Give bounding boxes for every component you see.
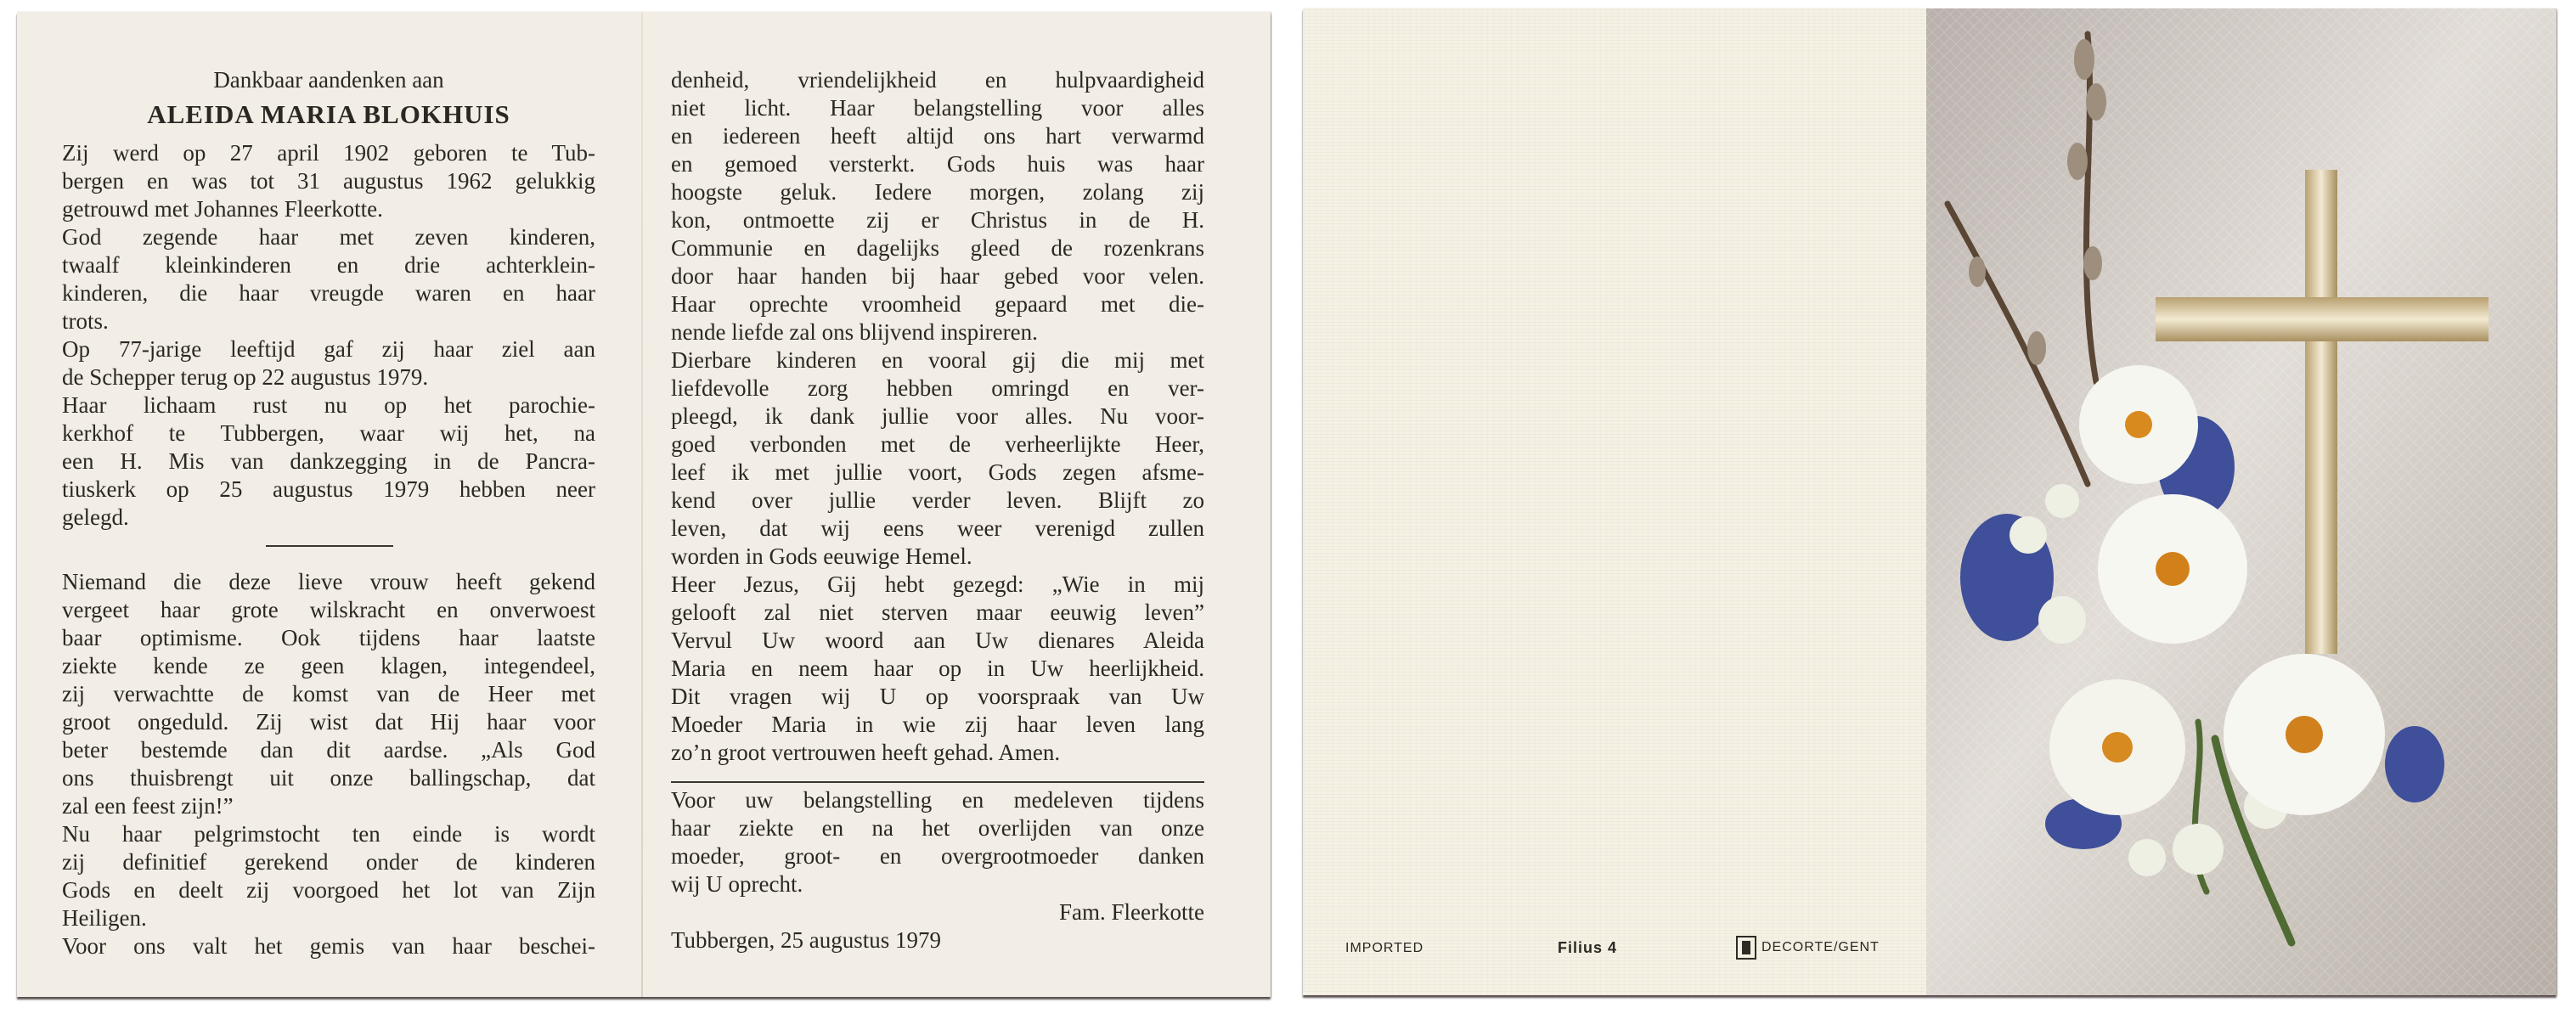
text-line: Zij werd op 27 april 1902 geboren te Tub- [62, 140, 595, 166]
text-line: ziekte kende ze geen klagen, integendeel, [62, 653, 595, 678]
thanks-paragraph [671, 786, 1204, 898]
text-line: pleegd, ik dank jullie voor alles. Nu voor- [671, 403, 1204, 429]
text-line: Maria en neem haar op in Uw heerlijkheid. [671, 656, 1204, 681]
card-fold [641, 12, 643, 997]
text-line: goed verbonden met de verheerlijkte Heer, [671, 431, 1204, 457]
text-line: Heer Jezus, Gij hebt gezegd: „Wie in mij [671, 571, 1204, 597]
text-line: groot ongeduld. Zij wist dat Hij haar voor [62, 709, 595, 735]
biography-text [62, 139, 595, 532]
text-line: en gemoed versterkt. Gods huis was haar [671, 151, 1204, 177]
paragraph [62, 568, 595, 820]
text-line: kon, ontmoette zij er Christus in de H. [671, 207, 1204, 233]
text-line: Haar lichaam rust nu op het parochie- [62, 392, 595, 418]
tribute-text [62, 568, 595, 960]
imported-label: IMPORTED [1345, 941, 1424, 955]
paragraph [671, 571, 1204, 767]
text-line: Niemand die deze lieve vrouw heeft gekend [62, 569, 595, 594]
text-line: bergen en was tot 31 augustus 1962 gelukkig [62, 168, 595, 194]
divider [266, 545, 393, 547]
paragraph [671, 66, 1204, 346]
text-line: de Schepper terug op 22 augustus 1979. [62, 364, 429, 390]
memorial-card-outside [1303, 8, 2556, 995]
text-line: gelegd. [62, 504, 129, 530]
text-line: tiuskerk op 25 augustus 1979 hebben neer [62, 476, 595, 502]
deceased-name: ALEIDA MARIA BLOKHUIS [147, 99, 510, 129]
text-line: zij verwachtte de komst van de Heer met [62, 681, 595, 707]
text-line: Op 77-jarige leeftijd gaf zij haar ziel aan [62, 336, 595, 362]
text-line: Dierbare kinderen en vooral gij die mij met [671, 347, 1204, 373]
text-line: gelooft zal niet sterven maar eeuwig leven” [671, 600, 1204, 625]
paragraph [62, 335, 595, 391]
place-date: Tubbergen, 25 augustus 1979 [671, 927, 942, 953]
text-line: vergeet haar grote wilskracht en onverwoest [62, 597, 595, 622]
text-line: Dit vragen wij U op voorspraak van Uw [671, 684, 1204, 709]
text-line: beter bestemde dan dit aardse. „Als God [62, 737, 595, 763]
text-line: worden in Gods eeuwige Hemel. [671, 543, 972, 569]
text-line: denheid, vriendelijkheid en hulpvaardigheid [671, 67, 1204, 93]
text-line: trots. [62, 308, 109, 334]
memorial-card-inside [17, 12, 1271, 997]
text-line: zij definitief gerekend onder de kinderen [62, 849, 595, 875]
text-line: Vervul Uw woord aan Uw dienares Aleida [671, 628, 1204, 653]
text-line: haar ziekte en na het overlijden van onze [671, 815, 1204, 841]
cross-horizontal-bar [2156, 297, 2489, 341]
signature: Fam. Fleerkotte [1059, 899, 1204, 925]
paragraph [62, 139, 595, 223]
text-line: Voor ons valt het gemis van haar beschei- [62, 933, 595, 959]
text-line: wij U oprecht. [671, 871, 803, 897]
intro-heading: Dankbaar aandenken aan [213, 67, 444, 93]
text-line: ons thuisbrengt uit onze ballingschap, dat [62, 765, 595, 791]
text-line: Haar oprechte vroomheid gepaard met die- [671, 291, 1204, 317]
publisher-name: DECORTE/GENT [1761, 940, 1880, 954]
text-line: twaalf kleinkinderen en drie achterklein- [62, 252, 595, 278]
continued-paragraph [62, 932, 595, 960]
prayer-text [671, 66, 1204, 767]
text-line: leven, dat wij eens weer verenigd zullen [671, 515, 1204, 541]
text-line: niet licht. Haar belangstelling voor alles [671, 95, 1204, 121]
text-line: nende liefde zal ons blijvend inspireren. [671, 319, 1038, 345]
text-line: en iedereen heeft altijd ons hart verwarmd [671, 123, 1204, 149]
model-label: Filius 4 [1558, 939, 1618, 956]
text-line: Nu haar pelgrimstocht ten einde is wordt [62, 821, 595, 847]
text-line: Heiligen. [62, 905, 147, 931]
thanks-text [671, 786, 1204, 954]
paragraph [62, 223, 595, 335]
text-line: kend over jullie verder leven. Blijft zo [671, 487, 1204, 513]
text-line: Moeder Maria in wie zij haar leven lang [671, 712, 1204, 737]
text-line: God zegende haar met zeven kinderen, [62, 224, 595, 250]
paragraph [62, 820, 595, 932]
text-line: zal een feest zijn!” [62, 793, 234, 819]
text-line: leef ik met jullie voort, Gods zegen afsme- [671, 459, 1204, 485]
text-line: een H. Mis van dankzegging in de Pancra- [62, 448, 595, 474]
text-line: baar optimisme. Ook tijdens haar laatste [62, 625, 595, 650]
publisher-logo-icon [1736, 936, 1756, 960]
text-line: liefdevolle zorg hebben omringd en ver- [671, 375, 1204, 401]
text-line: Voor uw belangstelling en medeleven tijdens [671, 787, 1204, 813]
publisher [1736, 936, 1880, 960]
text-line: kinderen, die haar vreugde waren en haar [62, 280, 595, 306]
text-line: getrouwd met Johannes Fleerkotte. [62, 196, 383, 222]
text-line: door haar handen bij haar gebed voor velen. [671, 263, 1204, 289]
paragraph [62, 391, 595, 532]
divider [671, 781, 1204, 783]
text-line: hoogste geluk. Iedere morgen, zolang zij [671, 179, 1204, 205]
text-line: Communie en dagelijks gleed de rozenkrans [671, 235, 1204, 261]
cross-vertical-bar [2305, 170, 2337, 654]
paragraph [671, 346, 1204, 571]
cross-with-flowers-icon [1926, 8, 2556, 995]
text-line: moeder, groot- en overgrootmoeder danken [671, 843, 1204, 869]
text-line: zo’n groot vertrouwen heeft gehad. Amen. [671, 740, 1061, 765]
text-line: kerkhof te Tubbergen, waar wij het, na [62, 420, 595, 446]
text-line: Gods en deelt zij voorgoed het lot van Zijn [62, 877, 595, 903]
